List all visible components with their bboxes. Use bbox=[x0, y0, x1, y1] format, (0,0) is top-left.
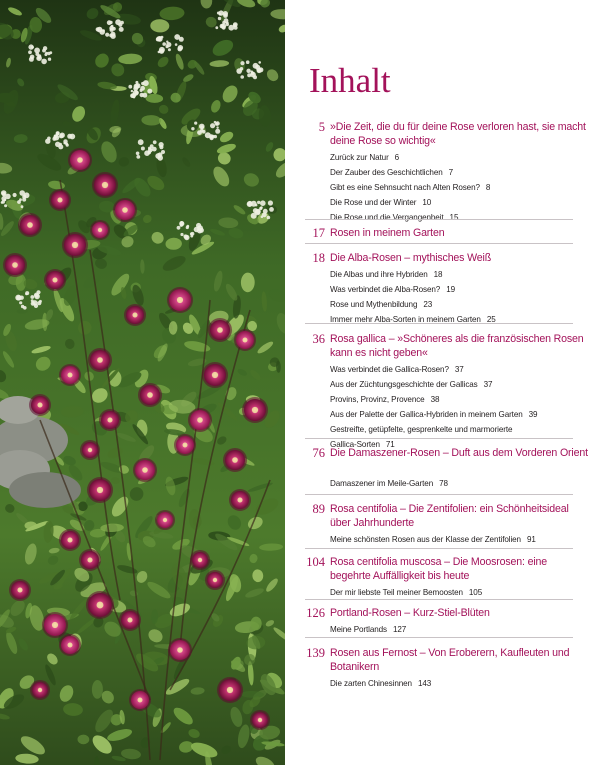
flower-umbel bbox=[257, 201, 260, 204]
flower-umbel bbox=[159, 47, 165, 53]
entry-label: Aus der Palette der Gallica-Hybriden in meinem Garten bbox=[330, 410, 523, 419]
flower-umbel bbox=[142, 93, 147, 98]
entry-page-number: 38 bbox=[430, 395, 440, 404]
entry-page-number: 71 bbox=[385, 440, 395, 449]
entry-page-number: 25 bbox=[486, 315, 496, 324]
toc-entry[interactable] bbox=[285, 282, 595, 297]
rose-bush-illustration bbox=[0, 0, 285, 765]
rose-blossom bbox=[42, 612, 68, 638]
section-title: Rosa gallica – »Schöneres als die französischen Rosen kann es nicht geben« bbox=[330, 333, 584, 359]
rose-blossom bbox=[234, 329, 256, 351]
entry-label: Was verbindet die Alba-Rosen? bbox=[330, 285, 441, 294]
rose-blossom bbox=[29, 394, 51, 416]
toc-section bbox=[285, 446, 595, 491]
rose-blossom bbox=[88, 348, 112, 372]
flower-umbel bbox=[17, 200, 21, 204]
entry-page-number: 23 bbox=[423, 300, 433, 309]
entry-page-number: 39 bbox=[528, 410, 538, 419]
flower-umbel bbox=[162, 42, 166, 46]
flower-umbel bbox=[107, 20, 112, 25]
section-page-number: 5 bbox=[318, 120, 325, 134]
rose-blossom bbox=[113, 198, 137, 222]
toc-section-heading[interactable] bbox=[285, 646, 595, 674]
toc-entry-list bbox=[285, 150, 595, 225]
flower-umbel bbox=[184, 235, 188, 239]
flower-umbel bbox=[42, 49, 46, 53]
flower-umbel bbox=[47, 137, 51, 141]
toc-section bbox=[285, 555, 595, 600]
toc-entry[interactable] bbox=[285, 422, 595, 437]
rose-blossom bbox=[133, 458, 157, 482]
flower-umbel bbox=[23, 306, 27, 310]
rose-blossom bbox=[92, 172, 118, 198]
section-title: Rosa centifolia muscosa – Die Moosrosen: eine begehrte Auffälligkeit bis heute bbox=[330, 556, 548, 582]
flower-umbel bbox=[246, 60, 250, 64]
flower-umbel bbox=[180, 221, 184, 225]
flower-umbel bbox=[223, 13, 228, 18]
table-of-contents bbox=[285, 0, 595, 765]
rose-blossom bbox=[167, 287, 193, 313]
toc-entry[interactable] bbox=[285, 312, 595, 327]
flower-umbel bbox=[136, 152, 140, 156]
entry-label: Die zarten Chinesinnen bbox=[330, 679, 412, 688]
toc-entry[interactable] bbox=[285, 362, 595, 377]
flower-umbel bbox=[215, 129, 220, 134]
rose-blossom bbox=[250, 710, 270, 730]
toc-section bbox=[285, 120, 595, 225]
entry-label: Gallica-Sorten bbox=[330, 440, 380, 449]
section-divider bbox=[305, 637, 573, 638]
flower-umbel bbox=[257, 68, 261, 72]
entry-page-number: 7 bbox=[448, 168, 454, 177]
section-title: Die Alba-Rosen – mythisches Weiß bbox=[330, 252, 492, 264]
entry-label: Meine Portlands bbox=[330, 625, 387, 634]
flower-umbel bbox=[166, 45, 169, 48]
entry-label: Die Rose und die Vergangenheit bbox=[330, 213, 444, 222]
entry-label: Gibt es eine Sehnsucht nach Alten Rosen? bbox=[330, 183, 480, 192]
entry-label: Damaszener im Meile-Garten bbox=[330, 479, 434, 488]
toc-entry-list bbox=[285, 585, 595, 600]
toc-section-heading[interactable] bbox=[285, 251, 595, 265]
rose-blossom bbox=[229, 489, 251, 511]
flower-umbel bbox=[253, 208, 258, 213]
entry-label: Was verbindet die Gallica-Rosen? bbox=[330, 365, 449, 374]
rose-blossom bbox=[174, 434, 196, 456]
rose-blossom bbox=[205, 570, 225, 590]
flower-umbel bbox=[32, 300, 37, 305]
toc-entry[interactable] bbox=[285, 407, 595, 422]
flower-umbel bbox=[228, 25, 234, 31]
entry-label: Aus der Züchtungsgeschichte der Gallicas bbox=[330, 380, 478, 389]
flower-umbel bbox=[143, 80, 149, 86]
flower-umbel bbox=[174, 34, 180, 40]
rose-blossom bbox=[129, 689, 151, 711]
toc-entry[interactable] bbox=[285, 585, 595, 600]
rose-blossom bbox=[18, 213, 42, 237]
flower-umbel bbox=[21, 205, 24, 208]
toc-section-heading[interactable] bbox=[285, 555, 595, 583]
flower-umbel bbox=[247, 201, 253, 207]
section-divider bbox=[305, 548, 573, 549]
rose-blossom bbox=[79, 549, 101, 571]
flower-umbel bbox=[259, 207, 262, 210]
flower-umbel bbox=[216, 126, 218, 128]
rose-blossom bbox=[59, 634, 81, 656]
toc-section-heading[interactable] bbox=[285, 446, 595, 474]
flower-umbel bbox=[190, 235, 193, 238]
flower-umbel bbox=[16, 295, 21, 300]
entry-label: Die Rose und der Winter bbox=[330, 198, 417, 207]
rose-blossom bbox=[9, 579, 31, 601]
flower-umbel bbox=[177, 226, 181, 230]
section-page-number: 89 bbox=[312, 502, 325, 516]
flower-umbel bbox=[29, 57, 34, 62]
flower-umbel bbox=[136, 155, 140, 159]
flower-umbel bbox=[41, 59, 47, 65]
page-title: Inhalt bbox=[309, 61, 391, 100]
section-divider bbox=[305, 243, 573, 244]
section-divider bbox=[305, 219, 573, 220]
flower-umbel bbox=[130, 93, 135, 98]
section-title: »Die Zeit, die du für deine Rose verloren hast, sie macht deine Rose so wichtig« bbox=[330, 121, 586, 147]
entry-page-number: 37 bbox=[483, 380, 493, 389]
flower-umbel bbox=[53, 135, 59, 141]
entry-page-number: 91 bbox=[526, 535, 536, 544]
flower-umbel bbox=[199, 228, 204, 233]
rose-blossom bbox=[155, 510, 175, 530]
flower-umbel bbox=[247, 73, 251, 77]
flower-umbel bbox=[120, 21, 124, 25]
entry-page-number: 127 bbox=[393, 625, 407, 634]
toc-section-heading[interactable] bbox=[285, 120, 595, 148]
flower-umbel bbox=[96, 27, 100, 31]
rose-blossom bbox=[80, 440, 100, 460]
rose-blossom bbox=[138, 383, 162, 407]
flower-umbel bbox=[166, 41, 168, 43]
flower-umbel bbox=[135, 83, 140, 88]
flower-umbel bbox=[44, 53, 47, 56]
flower-umbel bbox=[1, 200, 5, 204]
rose-blossom bbox=[124, 304, 146, 326]
flower-umbel bbox=[59, 134, 64, 139]
flower-umbel bbox=[102, 29, 105, 32]
section-divider bbox=[305, 599, 573, 600]
flower-umbel bbox=[178, 45, 183, 50]
flower-umbel bbox=[215, 26, 218, 29]
rose-blossom bbox=[30, 680, 50, 700]
flower-umbel bbox=[186, 226, 189, 229]
flower-umbel bbox=[67, 134, 72, 139]
flower-umbel bbox=[253, 75, 257, 79]
flower-umbel bbox=[140, 86, 145, 91]
flower-umbel bbox=[253, 63, 259, 69]
toc-section bbox=[285, 646, 595, 691]
flower-umbel bbox=[109, 34, 112, 37]
toc-entry[interactable] bbox=[285, 476, 595, 491]
section-title: Die Damaszener-Rosen – Duft aus dem Vorderen Orient bbox=[330, 447, 588, 459]
flower-umbel bbox=[158, 37, 161, 40]
flower-umbel bbox=[261, 215, 264, 218]
flower-umbel bbox=[148, 147, 151, 150]
flower-umbel bbox=[59, 143, 62, 146]
flower-umbel bbox=[28, 50, 32, 54]
flower-umbel bbox=[260, 200, 266, 206]
flower-umbel bbox=[180, 233, 183, 236]
entry-label: Zurück zur Natur bbox=[330, 153, 389, 162]
flower-umbel bbox=[240, 61, 244, 65]
rose-blossom bbox=[190, 550, 210, 570]
flower-umbel bbox=[157, 155, 163, 161]
toc-entry[interactable] bbox=[285, 377, 595, 392]
entry-label: Der mir liebste Teil meiner Bemoosten bbox=[330, 588, 463, 597]
rose-blossom bbox=[44, 269, 66, 291]
flower-umbel bbox=[161, 150, 165, 154]
toc-section bbox=[285, 226, 595, 240]
flower-umbel bbox=[109, 26, 114, 31]
flower-umbel bbox=[209, 136, 213, 140]
entry-label: Immer mehr Alba-Sorten in meinem Garten bbox=[330, 315, 481, 324]
flower-umbel bbox=[128, 85, 132, 89]
toc-entry[interactable] bbox=[285, 622, 595, 637]
flower-umbel bbox=[28, 44, 33, 49]
toc-section bbox=[285, 502, 595, 547]
rose-blossom bbox=[49, 189, 71, 211]
rose-blossom bbox=[168, 638, 192, 662]
flower-umbel bbox=[240, 75, 244, 79]
flower-umbel bbox=[13, 193, 17, 197]
flower-umbel bbox=[268, 200, 273, 205]
flower-umbel bbox=[236, 68, 242, 74]
flower-umbel bbox=[119, 27, 124, 32]
rose-garden-photo bbox=[0, 0, 285, 765]
section-page-number: 17 bbox=[312, 226, 325, 240]
flower-umbel bbox=[34, 294, 40, 300]
rose-blossom bbox=[242, 397, 268, 423]
toc-entry-list bbox=[285, 676, 595, 691]
section-page-number: 104 bbox=[306, 555, 325, 569]
entry-label: Meine schönsten Rosen aus der Klasse der Zentifolien bbox=[330, 535, 521, 544]
flower-umbel bbox=[219, 13, 222, 16]
toc-entry[interactable] bbox=[285, 150, 595, 165]
flower-umbel bbox=[202, 130, 206, 134]
entry-page-number: 143 bbox=[417, 679, 432, 688]
section-title: Rosen aus Fernost – Von Eroberern, Kaufleuten und Botanikern bbox=[330, 647, 570, 673]
flower-umbel bbox=[131, 90, 133, 92]
toc-entry-list bbox=[285, 267, 595, 327]
flower-umbel bbox=[36, 290, 40, 294]
flower-umbel bbox=[246, 69, 250, 73]
flower-umbel bbox=[147, 89, 152, 94]
toc-section-heading[interactable] bbox=[285, 332, 595, 360]
section-page-number: 139 bbox=[306, 646, 325, 660]
toc-section bbox=[285, 251, 595, 327]
entry-page-number: 37 bbox=[454, 365, 464, 374]
flower-umbel bbox=[200, 126, 204, 130]
toc-entry[interactable] bbox=[285, 210, 595, 225]
flower-umbel bbox=[263, 209, 268, 214]
entry-label: Die Albas und ihre Hybriden bbox=[330, 270, 428, 279]
toc-entry[interactable] bbox=[285, 532, 595, 547]
section-divider bbox=[305, 438, 573, 439]
rose-blossom bbox=[3, 253, 27, 277]
entry-page-number: 19 bbox=[446, 285, 455, 294]
toc-entry[interactable] bbox=[285, 165, 595, 180]
toc-entry[interactable] bbox=[285, 267, 595, 282]
entry-page-number: 6 bbox=[394, 153, 400, 162]
flower-umbel bbox=[4, 204, 7, 207]
flower-umbel bbox=[191, 127, 194, 130]
section-page-number: 126 bbox=[306, 606, 325, 620]
flower-umbel bbox=[105, 33, 109, 37]
flower-umbel bbox=[258, 61, 261, 64]
rose-blossom bbox=[62, 232, 88, 258]
flower-umbel bbox=[35, 52, 39, 56]
flower-umbel bbox=[159, 142, 164, 147]
rose-blossom bbox=[59, 364, 81, 386]
section-page-number: 76 bbox=[312, 446, 325, 460]
rose-blossom bbox=[223, 448, 247, 472]
flower-umbel bbox=[175, 43, 178, 46]
flower-umbel bbox=[30, 295, 34, 299]
flower-umbel bbox=[48, 58, 51, 61]
rose-blossom bbox=[68, 148, 92, 172]
flower-umbel bbox=[221, 23, 226, 28]
section-page-number: 18 bbox=[312, 251, 325, 265]
toc-entry-list bbox=[285, 532, 595, 547]
flower-umbel bbox=[153, 140, 157, 144]
flower-umbel bbox=[141, 147, 145, 151]
section-divider bbox=[305, 323, 573, 324]
rose-blossom bbox=[87, 477, 113, 503]
entry-page-number: 105 bbox=[468, 588, 483, 597]
flower-umbel bbox=[255, 204, 258, 207]
flower-umbel bbox=[197, 130, 202, 135]
flower-umbel bbox=[194, 122, 197, 125]
section-title: Rosen in meinem Garten bbox=[330, 227, 445, 239]
flower-umbel bbox=[168, 48, 171, 51]
rose-blossom bbox=[188, 408, 212, 432]
entry-label: Rose und Mythenbildung bbox=[330, 300, 418, 309]
flower-umbel bbox=[148, 151, 152, 155]
entry-label: Provins, Provinz, Provence bbox=[330, 395, 425, 404]
toc-section-heading[interactable] bbox=[285, 226, 595, 240]
flower-umbel bbox=[267, 216, 271, 220]
flower-umbel bbox=[47, 52, 50, 55]
entry-page-number: 15 bbox=[449, 213, 459, 222]
rose-blossom bbox=[208, 318, 232, 342]
flower-umbel bbox=[210, 123, 215, 128]
flower-umbel bbox=[215, 121, 219, 125]
entry-page-number: 8 bbox=[485, 183, 491, 192]
toc-section bbox=[285, 332, 595, 452]
flower-umbel bbox=[65, 142, 68, 145]
entry-page-number: 10 bbox=[422, 198, 432, 207]
toc-entry[interactable] bbox=[285, 392, 595, 407]
toc-entry[interactable] bbox=[285, 676, 595, 691]
toc-entry-list bbox=[285, 622, 595, 637]
flower-umbel bbox=[25, 293, 28, 296]
flower-umbel bbox=[19, 301, 22, 304]
toc-entry-list bbox=[285, 476, 595, 491]
flower-umbel bbox=[138, 139, 144, 145]
section-title: Portland-Rosen – Kurz-Stiel-Blüten bbox=[330, 607, 490, 619]
entry-page-number: 18 bbox=[433, 270, 443, 279]
toc-entry[interactable] bbox=[285, 195, 595, 210]
toc-section-heading[interactable] bbox=[285, 502, 595, 530]
flower-umbel bbox=[269, 207, 274, 212]
flower-umbel bbox=[2, 192, 6, 196]
section-divider bbox=[305, 494, 573, 495]
flower-umbel bbox=[24, 192, 30, 198]
flower-umbel bbox=[234, 26, 238, 30]
entry-page-number: 78 bbox=[439, 479, 448, 488]
rose-blossom bbox=[99, 409, 121, 431]
rose-blossom bbox=[86, 591, 114, 619]
toc-section bbox=[285, 606, 595, 637]
section-page-number: 36 bbox=[312, 332, 325, 346]
flower-umbel bbox=[218, 17, 221, 20]
rose-blossom bbox=[202, 362, 228, 388]
rose-blossom bbox=[119, 609, 141, 631]
rose-blossom bbox=[59, 529, 81, 551]
entry-label: Gestreifte, getüpfelte, gesprenkelte und marmorierte bbox=[330, 425, 513, 434]
toc-entry[interactable] bbox=[285, 180, 595, 195]
toc-entry[interactable] bbox=[285, 297, 595, 312]
rose-blossom bbox=[90, 220, 110, 240]
toc-section-heading[interactable] bbox=[285, 606, 595, 620]
section-title: Rosa centifolia – Die Zentifolien: ein Schönheitsideal über Jahrhunderte bbox=[330, 503, 569, 529]
flower-umbel bbox=[115, 19, 121, 25]
rose-blossom bbox=[217, 677, 243, 703]
flower-umbel bbox=[196, 223, 201, 228]
entry-label: Der Zauber des Geschichtlichen bbox=[330, 168, 443, 177]
flower-umbel bbox=[36, 55, 42, 61]
flower-umbel bbox=[39, 300, 42, 303]
